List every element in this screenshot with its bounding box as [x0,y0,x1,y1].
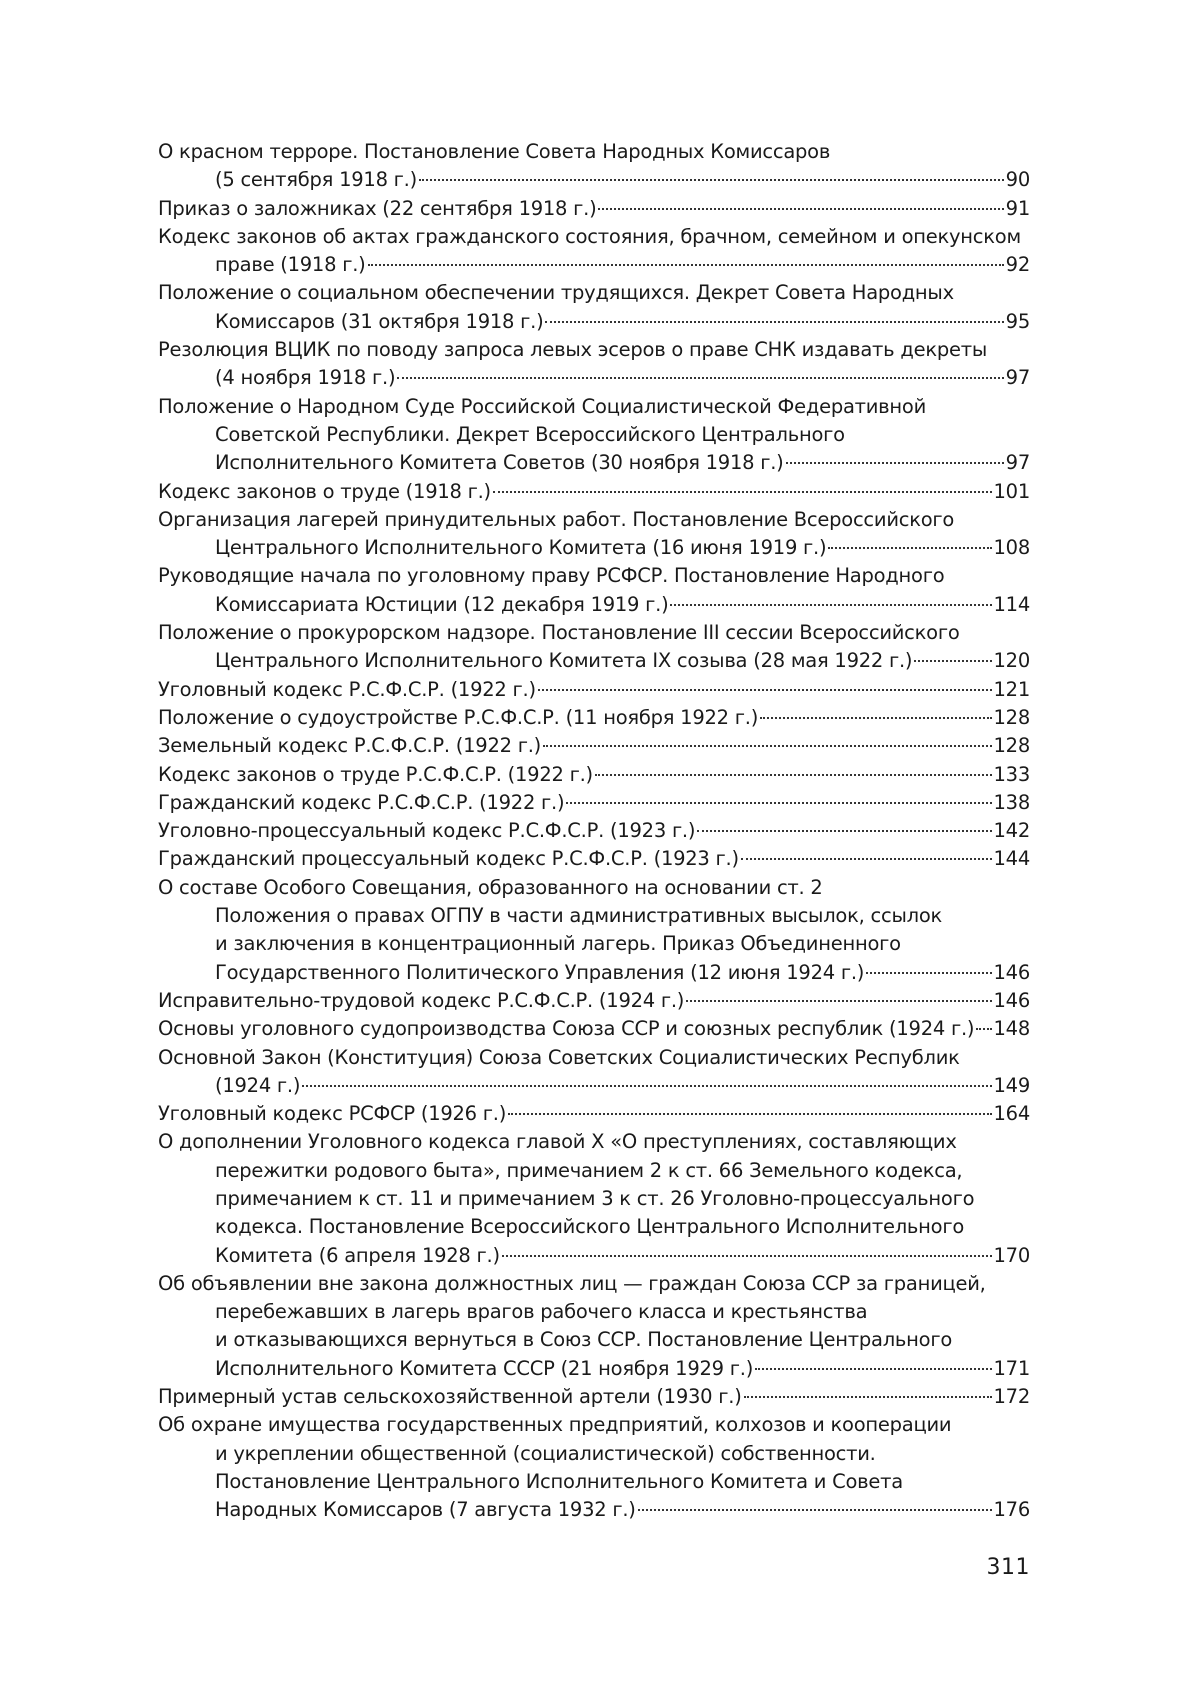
dot-leader [502,1255,992,1257]
toc-entry-title-text: (4 ноября 1918 г.) [215,366,396,390]
toc-entry-line: Об охране имущества государственных предприятий, колхозов и кооперации [158,1413,952,1437]
toc-entry-page-number: 149 [993,1073,1030,1097]
toc-entry-last-line [158,1015,1030,1043]
dot-leader [760,717,991,719]
toc-entry [158,676,1030,704]
toc-entry-last-line [158,364,1030,392]
toc-entry-title-text: Гражданский кодекс Р.С.Ф.С.Р. (1922 г.) [158,790,565,814]
toc-entry-page-number: 101 [993,479,1030,503]
toc-entry [158,223,1030,280]
toc-entry-title-text: Кодекс законов о труде Р.С.Ф.С.Р. (1922 г.) [158,762,593,786]
toc-entry-title-text: Государственного Политического Управления (12 июня 1924 г.) [215,960,865,984]
toc-entry [158,987,1030,1015]
toc-entry [158,1383,1030,1411]
toc-entry-page-number: 108 [993,536,1030,560]
toc-entry [158,845,1030,873]
toc-entry [158,704,1030,732]
toc-entry-title-text: Исправительно-трудовой кодекс Р.С.Ф.С.Р. (1924 г.) [158,988,685,1012]
toc-entry-last-line [158,959,1030,987]
toc-entry-page-number: 97 [1005,366,1030,390]
toc-entry-last-line [158,817,1030,845]
dot-leader [595,774,992,776]
dot-leader [828,547,991,549]
toc-entry-line: Положение о социальном обеспечении трудящихся. Декрет Совета Народных [158,281,954,305]
dot-leader [755,1368,991,1370]
toc-entry-title-text: Комиссаров (31 октября 1918 г.) [215,309,544,333]
toc-entry-last-line [158,1355,1030,1383]
toc-entry-line: и отказывающихся вернуться в Союз ССР. Постановление Центрального [215,1328,953,1352]
toc-entry-line: Об объявлении вне закона должностных лиц — граждан Союза ССР за границей, [158,1271,986,1295]
toc-entry-line: Кодекс законов об актах гражданского состояния, брачном, семейном и опекунском [158,224,1021,248]
toc-entry-line: Резолюция ВЦИК по поводу запроса левых эсеров о праве СНК издавать декреты [158,338,987,362]
toc-entry [158,336,1030,393]
toc-entry-page-number: 95 [1005,309,1030,333]
toc-entry-line: О составе Особого Совещания, образованного на основании ст. 2 [158,875,823,899]
toc-entry [158,562,1030,619]
toc-entry-last-line [158,647,1030,675]
dot-leader [543,745,991,747]
toc-entry-last-line [158,1496,1030,1524]
dot-leader [697,830,991,832]
toc-entry-page-number: 176 [993,1498,1030,1522]
toc-entry [158,789,1030,817]
toc-entry [158,138,1030,195]
toc-entry-line: и укреплении общественной (социалистической) собственности. [215,1441,876,1465]
toc-entry [158,619,1030,676]
toc-entry-page-number: 146 [993,988,1030,1012]
toc-entry-title-text: Исполнительного Комитета Советов (30 ноября 1918 г.) [215,451,784,475]
toc-entry-page-number: 128 [993,705,1030,729]
toc-entry [158,279,1030,336]
toc-entry-line: О дополнении Уголовного кодекса главой X «О преступлениях, составляющих [158,1130,957,1154]
dot-leader [419,179,1004,181]
toc-entry-last-line [158,478,1030,506]
toc-entry-line: Организация лагерей принудительных работ. Постановление Всероссийского [158,507,955,531]
toc-entry-page-number: 138 [993,790,1030,814]
toc-entry-line: Основной Закон (Конституция) Союза Советских Социалистических Республик [158,1045,960,1069]
toc-entry-line: и заключения в концентрационный лагерь. Приказ Объединенного [215,932,901,956]
toc-entry-page-number: 164 [993,1102,1030,1126]
toc-entry-last-line [158,761,1030,789]
toc-entry-title-text: Центрального Исполнительного Комитета IX созыва (28 мая 1922 г.) [215,649,913,673]
toc-entry-title-text: Приказ о заложниках (22 сентября 1918 г.) [158,196,597,220]
toc-entry-line: Положения о правах ОГПУ в части административных высылок, ссылок [215,904,943,928]
dot-leader [686,1000,991,1002]
dot-leader [538,689,992,691]
toc-entry-title-text: Исполнительного Комитета СССР (21 ноября 1929 г.) [215,1356,754,1380]
toc-entry [158,1411,1030,1524]
toc-entry-page-number: 146 [993,960,1030,984]
toc-entry-title-text: Народных Комиссаров (7 августа 1932 г.) [215,1498,636,1522]
toc-entry-last-line [158,195,1030,223]
toc-entry-title-text: Уголовно-процессуальный кодекс Р.С.Ф.С.Р. (1923 г.) [158,819,696,843]
toc-entry-last-line [158,166,1030,194]
dot-leader [302,1085,991,1087]
toc-entry-page-number: 120 [993,649,1030,673]
toc-entry-line: Постановление Центрального Исполнительного Комитета и Совета [215,1469,903,1493]
toc-entry-title-text: Примерный устав сельскохозяйственной артели (1930 г.) [158,1385,742,1409]
toc-entry [158,874,1030,987]
toc-entry-title-text: Земельный кодекс Р.С.Ф.С.Р. (1922 г.) [158,734,542,758]
toc-entry [158,1270,1030,1383]
toc-entry-page-number: 121 [993,677,1030,701]
toc-entry-page-number: 128 [993,734,1030,758]
dot-leader [976,1028,991,1030]
toc-entry-title-text: Комиссариата Юстиции (12 декабря 1919 г.) [215,592,669,616]
toc-entry [158,1100,1030,1128]
toc-entry-page-number: 92 [1005,253,1030,277]
page-number: 311 [986,1555,1030,1580]
toc-entry-title-text: праве (1918 г.) [215,253,366,277]
table-of-contents [158,138,1030,1525]
toc-entry-page-number: 148 [993,1017,1030,1041]
toc-entry [158,1128,1030,1269]
toc-entry-page-number: 91 [1005,196,1030,220]
toc-entry-title-text: Комитета (6 апреля 1928 г.) [215,1243,500,1267]
dot-leader [397,377,1003,379]
toc-entry [158,1015,1030,1043]
toc-entry [158,478,1030,506]
toc-entry-page-number: 114 [993,592,1030,616]
toc-entry-last-line [158,1242,1030,1270]
toc-entry [158,817,1030,845]
toc-entry-title-text: Кодекс законов о труде (1918 г.) [158,479,491,503]
toc-entry-last-line [158,1100,1030,1128]
toc-entry-line: кодекса. Постановление Всероссийского Центрального Исполнительного [215,1215,965,1239]
toc-entry-title-text: (5 сентября 1918 г.) [215,168,417,192]
toc-entry-title-text: Основы уголовного судопроизводства Союза ССР и союзных республик (1924 г.) [158,1017,975,1041]
toc-entry-page-number: 142 [993,819,1030,843]
toc-entry-last-line [158,449,1030,477]
dot-leader [368,264,1004,266]
toc-entry-last-line [158,676,1030,704]
dot-leader [866,972,991,974]
toc-entry-line: О красном терроре. Постановление Совета Народных Комиссаров [158,140,831,163]
dot-leader [638,1509,992,1511]
toc-entry-last-line [158,1383,1030,1411]
toc-entry-page-number: 133 [993,762,1030,786]
toc-entry [158,761,1030,789]
dot-leader [566,802,991,804]
toc-entry-title-text: Центрального Исполнительного Комитета (16 июня 1919 г.) [215,536,827,560]
toc-entry-line: примечанием к ст. 11 и примечанием 3 к ст. 26 Уголовно-процессуального [215,1186,975,1210]
dot-leader [508,1113,991,1115]
toc-entry-page-number: 172 [993,1385,1030,1409]
toc-entry-title-text: Положение о судоустройстве Р.С.Ф.С.Р. (11 ноября 1922 г.) [158,705,759,729]
toc-entry-last-line [158,704,1030,732]
toc-entry-last-line [158,987,1030,1015]
toc-entry-line: Советской Республики. Декрет Всероссийского Центрального [215,422,845,446]
toc-entry-page-number: 144 [993,847,1030,871]
toc-entry-last-line [158,789,1030,817]
dot-leader [744,1396,992,1398]
dot-leader [493,491,992,493]
toc-entry-line: Положение о Народном Суде Российской Социалистической Федеративной [158,394,927,418]
dot-leader [914,660,991,662]
toc-entry-page-number: 171 [993,1356,1030,1380]
toc-entry-title-text: (1924 г.) [215,1073,301,1097]
toc-entry-page-number: 97 [1005,451,1030,475]
toc-entry-page-number: 170 [993,1243,1030,1267]
dot-leader [741,858,992,860]
toc-entry [158,506,1030,563]
toc-entry-last-line [158,845,1030,873]
toc-entry-last-line [158,251,1030,279]
toc-entry-page-number: 90 [1005,168,1030,192]
toc-entry-last-line [158,534,1030,562]
toc-entry [158,1044,1030,1101]
toc-entry [158,732,1030,760]
toc-entry-line: пережитки родового быта», примечанием 2 к ст. 66 Земельного кодекса, [215,1158,963,1182]
toc-entry [158,393,1030,478]
toc-entry-title-text: Уголовный кодекс Р.С.Ф.С.Р. (1922 г.) [158,677,536,701]
dot-leader [670,604,991,606]
toc-entry-last-line [158,308,1030,336]
toc-entry-line: Руководящие начала по уголовному праву РСФСР. Постановление Народного [158,564,945,588]
toc-entry-last-line [158,732,1030,760]
toc-entry-line: перебежавших в лагерь врагов рабочего класса и крестьянства [215,1300,868,1324]
toc-entry-title-text: Уголовный кодекс РСФСР (1926 г.) [158,1102,507,1126]
toc-entry-last-line [158,1072,1030,1100]
toc-entry [158,195,1030,223]
dot-leader [545,321,1003,323]
toc-entry-title-text: Гражданский процессуальный кодекс Р.С.Ф.С.Р. (1923 г.) [158,847,739,871]
dot-leader [598,208,1003,210]
dot-leader [786,462,1004,464]
toc-entry-line: Положение о прокурорском надзоре. Постановление III сессии Всероссийского [158,621,960,645]
toc-entry-last-line [158,591,1030,619]
